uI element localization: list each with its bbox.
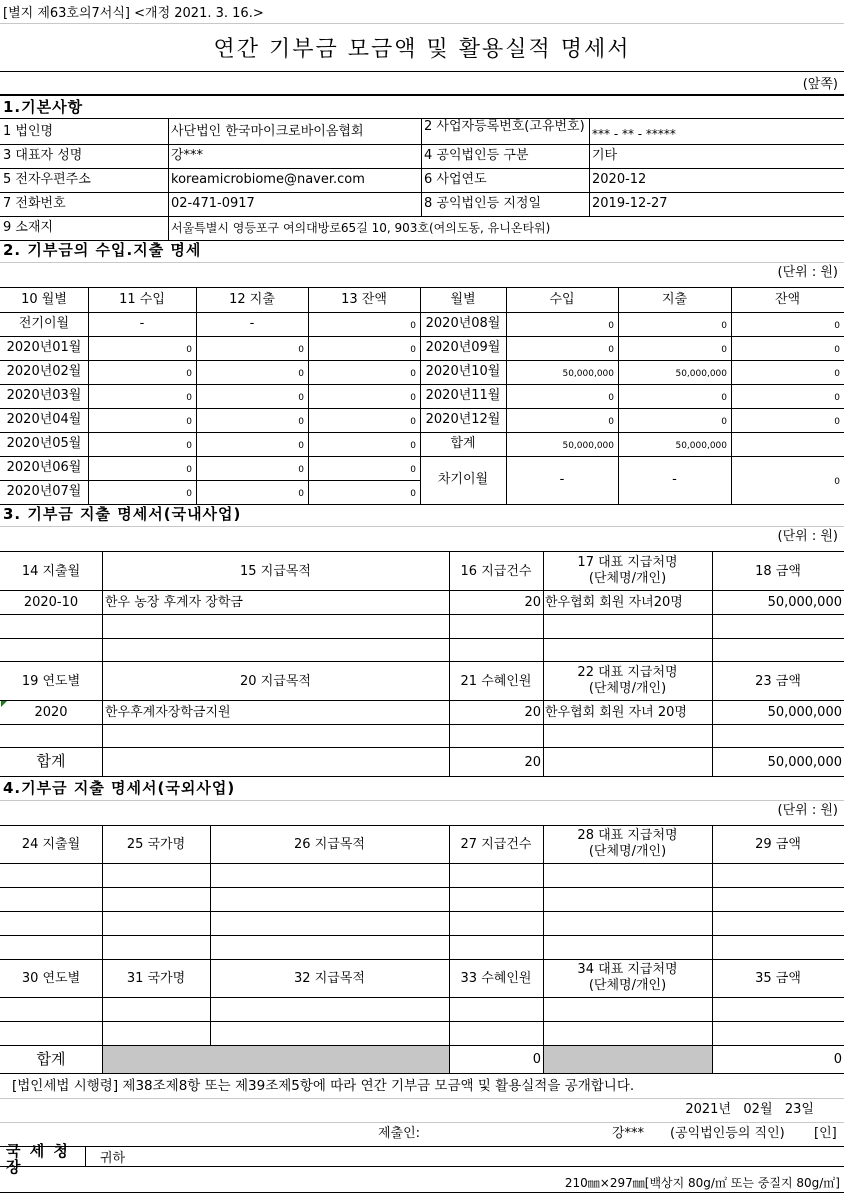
- section-4-heading: 4.기부금 지출 명세서(국외사업): [3, 779, 236, 797]
- rep-label: 3 대표자 성명: [3, 148, 83, 163]
- rep-value: 강***: [171, 148, 204, 163]
- header-beneficiaries: 21 수혜인원: [460, 674, 532, 689]
- month-cell: 전기이월: [18, 316, 70, 331]
- month-cell: 2020년01월: [6, 340, 82, 355]
- submitter-label: 제출인:: [378, 1126, 421, 1141]
- expense-cell: 0: [721, 321, 727, 331]
- expense-cell: 0: [298, 369, 304, 379]
- header-recipient-4-sub: (단체명/개인): [588, 844, 667, 859]
- form-header: [별지 제63호의7서식] <개정 2021. 3. 16.>: [3, 6, 264, 21]
- recipient-agency: 국 세 청 장: [6, 1142, 70, 1176]
- purpose-cell: 한우 농장 후계자 장학금: [105, 595, 243, 610]
- section-2-heading: 2. 기부금의 수입.지출 명세: [3, 241, 202, 259]
- header-payment-month: 14 지출월: [21, 564, 81, 579]
- header-recipient-4b: 34 대표 지급처명: [577, 962, 678, 977]
- email-label: 5 전자우편주소: [3, 172, 91, 187]
- seal-role: (공익법인등의 직인): [670, 1126, 785, 1141]
- carry-over-label: 차기이월: [437, 472, 489, 487]
- income-cell: 0: [186, 393, 192, 403]
- expense-cell: 0: [298, 393, 304, 403]
- biz-no-value: *** - ** - *****: [592, 127, 676, 141]
- total-count: 20: [524, 755, 541, 770]
- designation-date-label: 8 공익법인등 지정일: [424, 196, 541, 211]
- month-cell: 2020년04월: [6, 412, 82, 427]
- header-count: 16 지급건수: [460, 564, 532, 579]
- address-label: 9 소재지: [3, 220, 54, 235]
- expense-cell: -: [249, 316, 255, 331]
- recipient-cell: 한우협회 회원 자녀 20명: [545, 705, 687, 720]
- income-cell: 0: [186, 489, 192, 499]
- expense-cell: 0: [721, 393, 727, 403]
- month-cell: 2020년03월: [6, 388, 82, 403]
- corp-name-value: 사단법인 한국마이크로바이옴협회: [171, 124, 364, 139]
- recipient-cell: 한우협회 회원 자녀20명: [545, 595, 683, 610]
- submitter-name: 강***: [612, 1126, 645, 1141]
- type-label: 4 공익법인등 구분: [424, 148, 529, 163]
- paper-spec: 210㎜×297㎜[백상지 80g/㎡ 또는 중질지 80g/㎡]: [564, 1176, 840, 1190]
- header-amount-2: 23 금액: [755, 674, 801, 689]
- header-income: 11 수입: [119, 292, 165, 307]
- count-cell: 20: [524, 595, 541, 610]
- expense-cell: 0: [298, 345, 304, 355]
- expense-cell: 0: [298, 489, 304, 499]
- submission-date: 2021년 02월 23일: [685, 1102, 814, 1117]
- phone-label: 7 전화번호: [3, 196, 66, 211]
- header-balance-2: 잔액: [774, 292, 801, 307]
- header-year-4: 30 연도별: [21, 971, 81, 986]
- header-beneficiaries-4: 33 수혜인원: [460, 971, 532, 986]
- header-recipient-4: 28 대표 지급처명: [577, 828, 678, 843]
- balance-cell: 0: [834, 393, 840, 403]
- total-amount: 0: [833, 1052, 842, 1067]
- income-cell: 0: [186, 345, 192, 355]
- unit-label-3: (단위 : 원): [777, 529, 838, 544]
- balance-cell: 0: [410, 465, 416, 475]
- balance-cell: 0: [410, 345, 416, 355]
- month-cell: 2020년08월: [425, 316, 501, 331]
- income-cell: 0: [608, 345, 614, 355]
- header-month: 10 월별: [21, 292, 67, 307]
- balance-cell: 0: [834, 477, 840, 487]
- header-purpose-4b: 32 지급목적: [294, 971, 365, 986]
- header-purpose: 15 지급목적: [240, 564, 311, 579]
- expense-cell: 0: [721, 417, 727, 427]
- header-country-2: 31 국가명: [126, 971, 186, 986]
- shaded-cell: [544, 1046, 712, 1073]
- income-cell: 0: [608, 393, 614, 403]
- header-year: 19 연도별: [21, 674, 81, 689]
- header-country: 25 국가명: [126, 837, 186, 852]
- header-amount: 18 금액: [755, 564, 801, 579]
- expense-cell: 0: [298, 465, 304, 475]
- balance-cell: 0: [410, 489, 416, 499]
- seal-mark: [인]: [814, 1126, 837, 1141]
- expense-cell: 50,000,000: [675, 369, 727, 379]
- designation-date-value: 2019-12-27: [592, 196, 668, 211]
- month-cell: 2020년11월: [425, 388, 501, 403]
- amount-cell: 50,000,000: [767, 595, 842, 610]
- biz-no-label: 2 사업자등록번호(고유번호): [424, 119, 585, 134]
- income-cell: 0: [608, 321, 614, 331]
- balance-cell: 0: [834, 321, 840, 331]
- year-value: 2020-12: [592, 172, 647, 187]
- balance-cell: 0: [834, 417, 840, 427]
- header-recipient-sub: (단체명/개인): [588, 571, 667, 586]
- type-value: 기타: [592, 148, 618, 163]
- amount-cell: 50,000,000: [767, 705, 842, 720]
- unit-label-2: (단위 : 원): [777, 265, 838, 280]
- month-cell: 2020년05월: [6, 436, 82, 451]
- expense-cell: 0: [721, 345, 727, 355]
- income-cell: 0: [608, 417, 614, 427]
- income-cell: 0: [186, 417, 192, 427]
- balance-cell: 0: [410, 417, 416, 427]
- income-cell: 50,000,000: [562, 441, 614, 451]
- page-title: 연간 기부금 모금액 및 활용실적 명세서: [213, 37, 631, 62]
- honorific: 귀하: [100, 1151, 126, 1166]
- balance-cell: 0: [410, 393, 416, 403]
- unit-label-4: (단위 : 원): [777, 803, 838, 818]
- header-purpose-4: 26 지급목적: [294, 837, 365, 852]
- header-expense: 12 지출: [229, 292, 275, 307]
- income-cell: 0: [186, 369, 192, 379]
- header-income-2: 수입: [549, 292, 575, 307]
- year-label: 6 사업연도: [424, 172, 487, 187]
- balance-cell: 0: [834, 369, 840, 379]
- month-cell: 2020년10월: [425, 364, 501, 379]
- legal-statement: [법인세법 시행령] 제38조제8항 또는 제39조제5항에 따라 연간 기부금 모금액 및 활용실적을 공개합니다.: [12, 1078, 635, 1094]
- header-expense-2: 지출: [661, 292, 688, 307]
- total-count: 0: [532, 1052, 541, 1067]
- balance-cell: 0: [410, 369, 416, 379]
- section-3-heading: 3. 기부금 지출 명세서(국내사업): [3, 505, 242, 523]
- section-1-heading: 1.기본사항: [3, 98, 84, 116]
- header-recipient-2: 22 대표 지급처명: [577, 665, 678, 680]
- income-cell: 50,000,000: [562, 369, 614, 379]
- income-cell: -: [559, 472, 565, 487]
- header-count-4: 27 지급건수: [460, 837, 532, 852]
- email-value: koreamicrobiome@naver.com: [171, 172, 365, 187]
- purpose-cell: 한우후계자장학금지원: [105, 705, 231, 720]
- month-cell: 2020년12월: [425, 412, 501, 427]
- expense-cell: 50,000,000: [675, 441, 727, 451]
- total-label: 합계: [36, 1050, 66, 1068]
- phone-value: 02-471-0917: [171, 196, 255, 211]
- expense-cell: 0: [298, 441, 304, 451]
- total-label: 합계: [450, 436, 476, 451]
- header-purpose-2: 20 지급목적: [240, 674, 311, 689]
- month-cell: 2020년09월: [425, 340, 501, 355]
- total-label: 합계: [36, 752, 66, 770]
- header-payment-month-4: 24 지출월: [21, 837, 81, 852]
- expense-cell: 0: [298, 417, 304, 427]
- beneficiaries-cell: 20: [524, 705, 541, 720]
- total-amount: 50,000,000: [767, 755, 842, 770]
- balance-cell: 0: [410, 321, 416, 331]
- income-cell: 0: [186, 441, 192, 451]
- header-amount-4b: 35 금액: [755, 971, 801, 986]
- balance-cell: 0: [834, 345, 840, 355]
- header-amount-4: 29 금액: [755, 837, 801, 852]
- month-cell: 2020년02월: [6, 364, 82, 379]
- year-cell: 2020: [34, 705, 68, 720]
- month-cell: 2020년07월: [6, 484, 82, 499]
- expense-cell: -: [672, 472, 677, 487]
- header-recipient-4b-sub: (단체명/개인): [588, 978, 667, 993]
- header-recipient-2-sub: (단체명/개인): [588, 681, 667, 696]
- income-cell: 0: [186, 465, 192, 475]
- address-value: 서울특별시 영등포구 여의대방로65길 10, 903호(여의도동, 유니온타워): [171, 221, 551, 235]
- header-month-2: 월별: [450, 292, 476, 307]
- header-balance: 13 잔액: [341, 292, 387, 307]
- corp-name-label: 1 법인명: [3, 124, 54, 139]
- month-cell: 2020-10: [23, 595, 79, 610]
- income-cell: -: [139, 316, 145, 331]
- shaded-cell: [103, 1046, 449, 1073]
- header-recipient: 17 대표 지급처명: [577, 555, 678, 570]
- balance-cell: 0: [410, 441, 416, 451]
- month-cell: 2020년06월: [6, 460, 82, 475]
- front-label: (앞쪽): [802, 77, 838, 92]
